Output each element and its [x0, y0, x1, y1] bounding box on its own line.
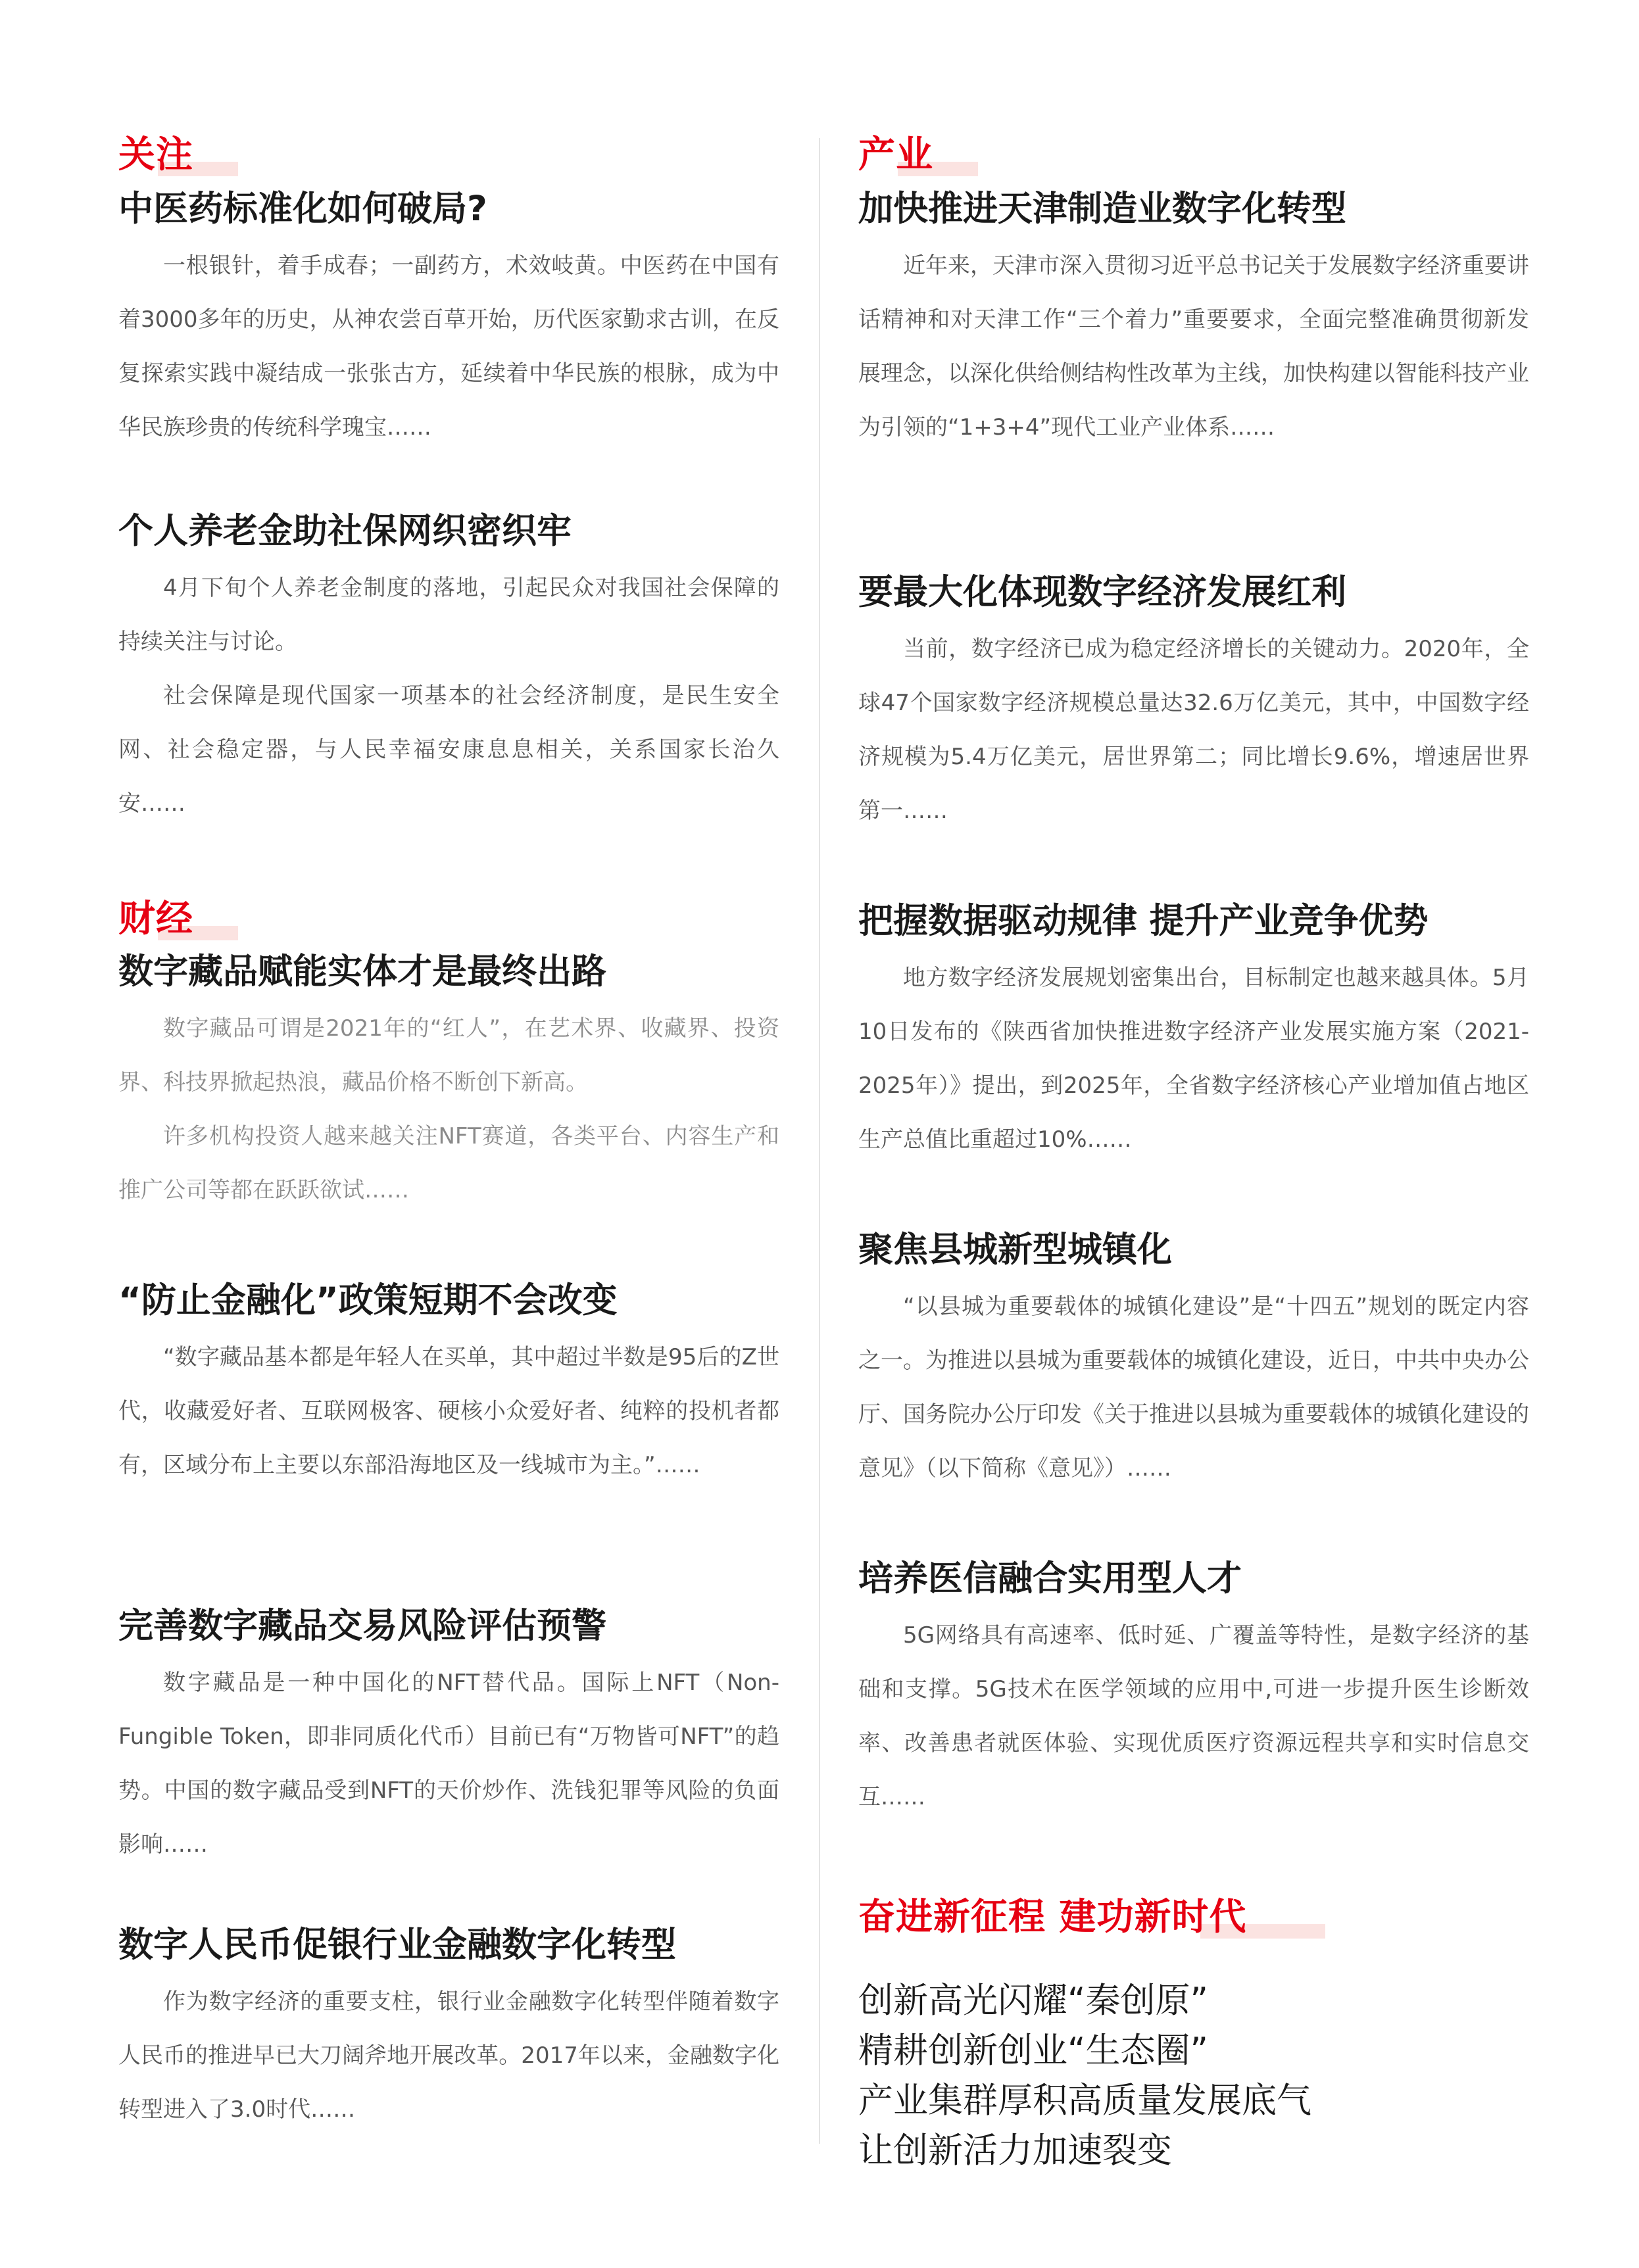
article-title[interactable]: 要最大化体现数字经济发展红利	[858, 572, 1346, 612]
article-title[interactable]: “防止金融化”政策短期不会改变	[118, 1280, 618, 1320]
article-summary: “数字藏品基本都是年轻人在买单，其中超过半数是95后的Z世代，收藏爱好者、互联网极客、硬核小众爱好者、纯粹的投机者都有，区域分布上主要以东部沿海地区及一线城市为主。”……	[118, 1344, 779, 1478]
article-title[interactable]: 聚焦县城新型城镇化	[858, 1230, 1172, 1270]
article-summary: “以县城为重要载体的城镇化建设”是“十四五”规划的既定内容之一。为推进以县城为重要载体的城镇化建设，近日，中共中央办公厅、国务院办公厅印发《关于推进以县城为重要载体的城镇化建设的意见》（以下简称《意见》）……	[858, 1293, 1529, 1482]
article-2[interactable]	[118, 510, 779, 831]
article-1[interactable]	[118, 187, 779, 454]
article-title[interactable]: 数字藏品赋能实体才是最终出路	[118, 952, 606, 992]
article-10[interactable]	[858, 1228, 1529, 1495]
article-9[interactable]	[858, 900, 1529, 1167]
column-divider	[819, 138, 820, 2144]
article-11[interactable]	[858, 1557, 1529, 1824]
feature-headline[interactable]: 让创新活力加速裂变	[858, 2131, 1172, 2171]
feature-headline-list	[858, 1976, 1311, 2176]
article-title[interactable]: 把握数据驱动规律 提升产业竞争优势	[858, 901, 1429, 941]
article-summary: 数字藏品可谓是2021年的“红人”，在艺术界、收藏界、投资界、科技界掀起热浪，藏品价格不断创下新高。	[118, 1015, 779, 1096]
article-summary: 5G网络具有高速率、低时延、广覆盖等特性，是数字经济的基础和支撑。5G技术在医学领域的应用中,可进一步提升医生诊断效率、改善患者就医体验、实现优质医疗资源远程共享和实时信息交互……	[858, 1622, 1529, 1810]
article-summary: 一根银针，着手成春；一副药方，术效岐黄。中医药在中国有着3000多年的历史，从神农尝百草开始，历代医家勤求古训，在反复探索实践中凝结成一张张古方，延续着中华民族的根脉，成为中华民族珍贵的传统科学瑰宝……	[118, 253, 779, 441]
article-3[interactable]	[118, 950, 779, 1217]
article-4[interactable]	[118, 1279, 779, 1492]
article-summary: 许多机构投资人越来越关注NFT赛道，各类平台、内容生产和推广公司等都在跃跃欲试……	[118, 1123, 779, 1203]
feature-headline[interactable]: 精耕创新创业“生态圈”	[858, 2031, 1208, 2071]
article-8[interactable]	[858, 571, 1529, 838]
section-header-chanye	[858, 132, 933, 179]
article-summary: 当前，数字经济已成为稳定经济增长的关键动力。2020年，全球47个国家数字经济规模总量达32.6万亿美元，其中，中国数字经济规模为5.4万亿美元，居世界第二；同比增长9.6%，增速居世界第一……	[858, 636, 1529, 824]
article-summary: 数字藏品是一种中国化的NFT替代品。国际上NFT（Non-Fungible Token，即非同质化代币）目前已有“万物皆可NFT”的趋势。中国的数字藏品受到NFT的天价炒作、洗钱犯罪等风险的负面影响……	[118, 1670, 779, 1858]
article-title[interactable]: 完善数字藏品交易风险评估预警	[118, 1606, 606, 1646]
feature-headline[interactable]: 创新高光闪耀“秦创原”	[858, 1981, 1208, 2021]
article-title[interactable]: 加快推进天津制造业数字化转型	[858, 189, 1346, 229]
article-title[interactable]: 中医药标准化如何破局?	[118, 189, 487, 229]
section-label: 财经	[118, 898, 193, 940]
section-header-fenjin	[858, 1894, 1247, 1941]
article-summary: 作为数字经济的重要支柱，银行业金融数字化转型伴随着数字人民币的推进早已大刀阔斧地开展改革。2017年以来，金融数字化转型进入了3.0时代……	[118, 1989, 779, 2123]
article-7[interactable]	[858, 187, 1529, 454]
article-summary: 地方数字经济发展规划密集出台，目标制定也越来越具体。5月10日发布的《陕西省加快推进数字经济产业发展实施方案（2021-2025年）》提出，到2025年，全省数字经济核心产业增加值占地区生产总值比重超过10%……	[858, 965, 1529, 1153]
article-5[interactable]	[118, 1604, 779, 1871]
section-header-caijing	[118, 896, 193, 943]
feature-headline[interactable]: 产业集群厚积高质量发展底气	[858, 2081, 1311, 2121]
article-summary: 近年来，天津市深入贯彻习近平总书记关于发展数字经济重要讲话精神和对天津工作“三个着力”重要要求，全面完整准确贯彻新发展理念，以深化供给侧结构性改革为主线，加快构建以智能科技产业为引领的“1+3+4”现代工业产业体系……	[858, 253, 1529, 441]
article-title[interactable]: 培养医信融合实用型人才	[858, 1558, 1242, 1599]
article-title[interactable]: 数字人民币促银行业金融数字化转型	[118, 1925, 676, 1965]
article-summary: 社会保障是现代国家一项基本的社会经济制度，是民生安全网、社会稳定器，与人民幸福安康息息相关，关系国家长治久安……	[118, 683, 779, 817]
article-6[interactable]	[118, 1923, 779, 2136]
article-summary: 4月下旬个人养老金制度的落地，引起民众对我国社会保障的持续关注与讨论。	[118, 575, 779, 655]
article-title[interactable]: 个人养老金助社保网织密织牢	[118, 511, 572, 551]
section-label: 关注	[118, 133, 193, 176]
section-label: 奋进新征程 建功新时代	[858, 1896, 1247, 1939]
section-header-guanzhu	[118, 132, 193, 179]
section-label: 产业	[858, 133, 933, 176]
